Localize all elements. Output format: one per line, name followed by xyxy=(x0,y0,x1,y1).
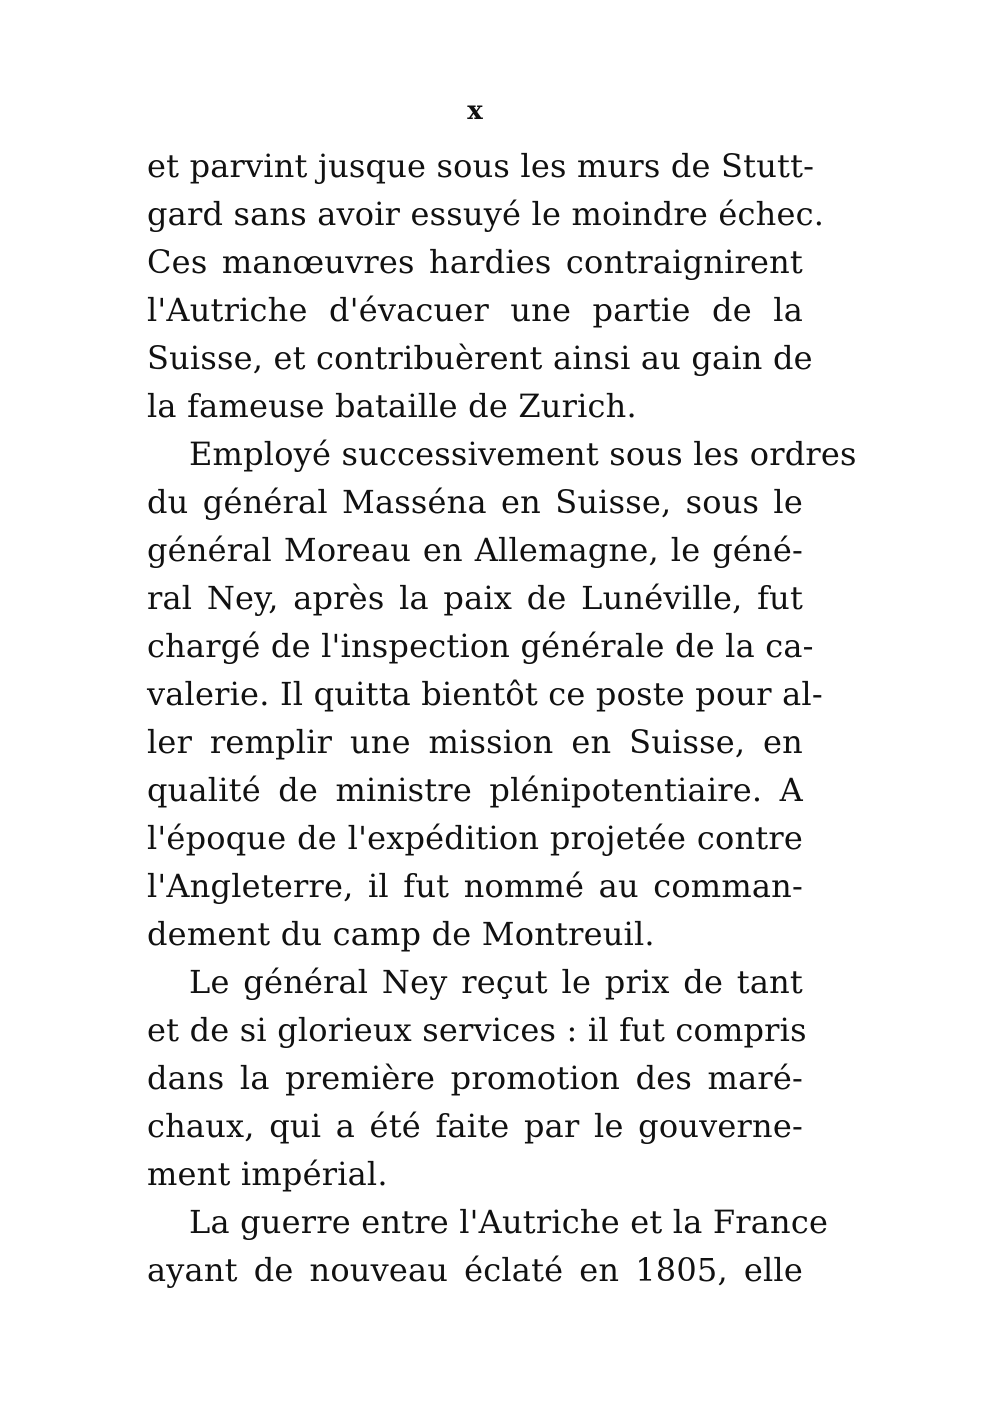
paragraph xyxy=(147,142,825,430)
text-line: du général Masséna en Suisse, sous le xyxy=(147,483,803,521)
text-line: l'Autriche d'évacuer une partie de la xyxy=(147,291,803,329)
text-line: Ces manœuvres hardies contraignirent xyxy=(147,243,803,281)
paragraph xyxy=(147,958,807,1198)
text-line: qualité de ministre plénipotentiaire. A xyxy=(147,771,803,809)
body-text xyxy=(147,142,857,1294)
text-line: valerie. Il quitta bientôt ce poste pour al- xyxy=(147,675,823,713)
text-line: ment impérial. xyxy=(147,1155,388,1193)
text-line: la fameuse bataille de Zurich. xyxy=(147,387,637,425)
text-line: gard sans avoir essuyé le moindre échec. xyxy=(147,195,825,233)
page-number: x xyxy=(467,96,483,126)
text-line: La guerre entre l'Autriche et la France xyxy=(189,1203,829,1241)
text-line: et parvint jusque sous les murs de Stutt- xyxy=(147,147,815,185)
text-line: ayant de nouveau éclaté en 1805, elle xyxy=(147,1251,803,1289)
text-line: chargé de l'inspection générale de la ca- xyxy=(147,627,814,665)
text-line: Suisse, et contribuèrent ainsi au gain de xyxy=(147,339,813,377)
paragraph xyxy=(147,1198,829,1294)
text-line: Le général Ney reçut le prix de tant xyxy=(189,963,803,1001)
text-line: ral Ney, après la paix de Lunéville, fut xyxy=(147,579,803,617)
text-line: Employé successivement sous les ordres xyxy=(189,435,857,473)
text-line: l'époque de l'expédition projetée contre xyxy=(147,819,803,857)
text-line: dans la première promotion des maré- xyxy=(147,1059,803,1097)
text-line: dement du camp de Montreuil. xyxy=(147,915,655,953)
text-line: général Moreau en Allemagne, le géné- xyxy=(147,531,803,569)
text-line: l'Angleterre, il fut nommé au comman- xyxy=(147,867,803,905)
paragraph xyxy=(147,430,857,958)
text-line: chaux, qui a été faite par le gouverne- xyxy=(147,1107,803,1145)
text-line: ler remplir une mission en Suisse, en xyxy=(147,723,803,761)
text-line: et de si glorieux services : il fut compris xyxy=(147,1011,807,1049)
